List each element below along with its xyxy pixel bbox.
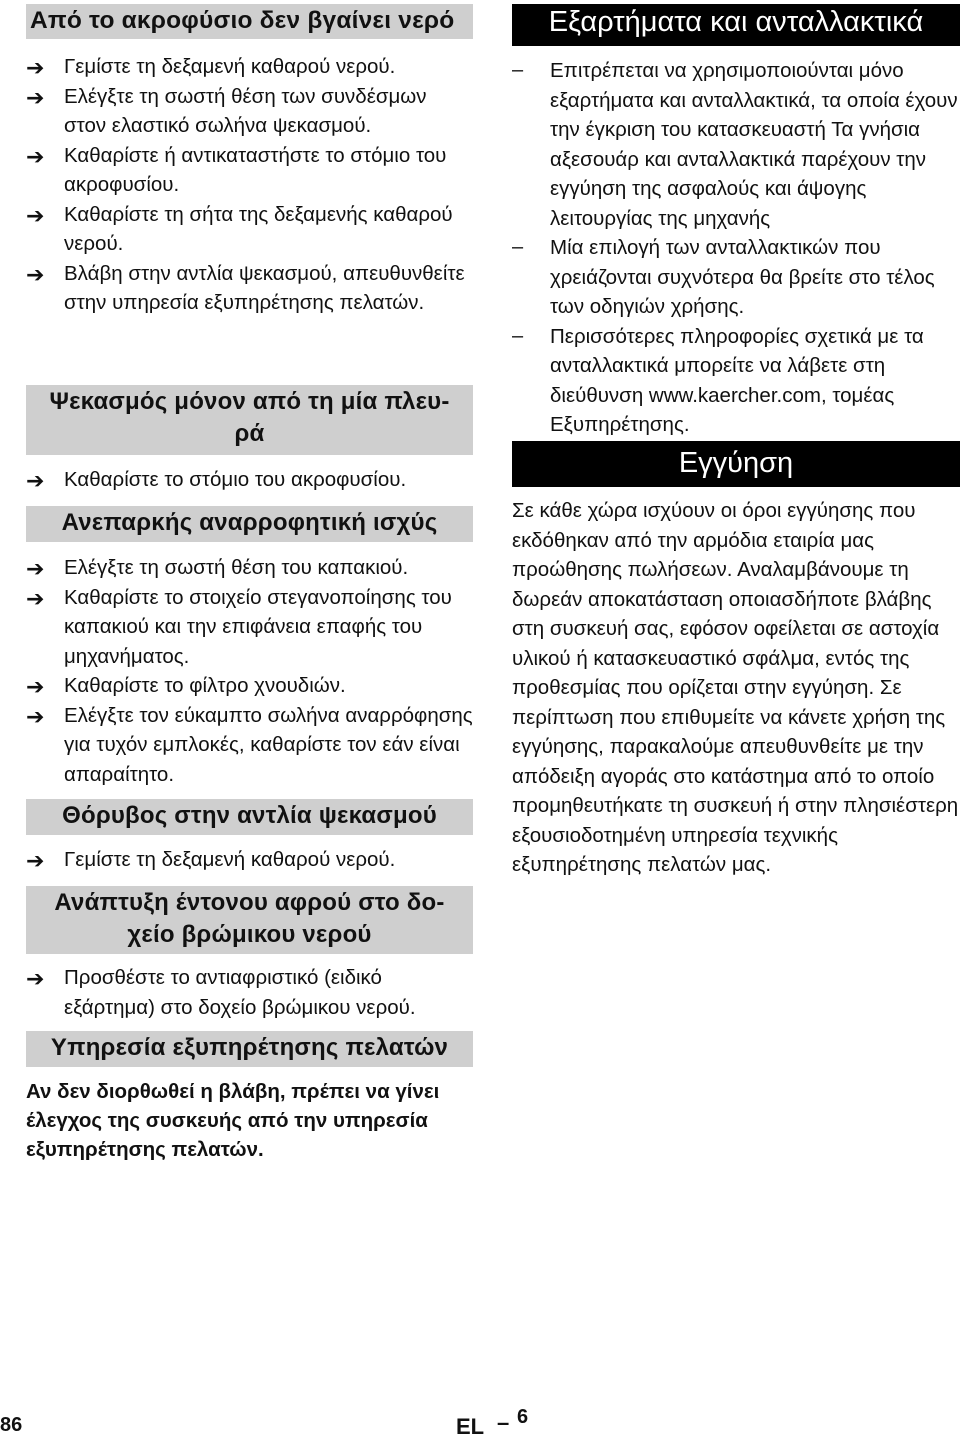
list-item: ➔ Βλάβη στην αντλία ψεκασμού, απευθυνθείτε στην υπηρεσία εξυπηρέτησης πελατών. (26, 261, 465, 314)
arrow-right-icon: ➔ (26, 674, 45, 699)
heading-text: Υπηρεσία εξυπηρέτησης πελατών (50, 1034, 449, 1061)
list-item: ➔ Καθαρίστε ή αντικαταστήστε το στόμιο του ακροφυσίου. (26, 143, 447, 196)
arrow-right-icon: ➔ (26, 848, 45, 873)
heading-customer-service (26, 1031, 473, 1067)
step-list-one-side (26, 465, 473, 495)
list-item: ➔ Ελέγξτε τη σωστή θέση του καπακιού. (26, 553, 473, 583)
arrow-right-icon: ➔ (26, 556, 45, 581)
arrow-right-icon: ➔ (26, 468, 45, 493)
list-item: ➔ Προσθέστε το αντιαφριστικό (ειδικό εξάρτημα) στο δοχείο βρώμικου νερού. (26, 966, 416, 1019)
customer-service-text: Αν δεν διορθωθεί η βλάβη, πρέπει να γίνει έλεγχος της συσκευής από την υπηρεσία εξυπηρέτησης πελατών. (26, 1080, 440, 1161)
heading-pump-noise (26, 799, 473, 835)
heading-no-water-from-nozzle (26, 4, 473, 39)
list-item: ➔ Καθαρίστε τη σήτα της δεξαμενής καθαρού νερού. (26, 202, 453, 255)
page-number: 86 (0, 1414, 23, 1436)
list-item: ➔ Γεμίστε τη δεξαμενή καθαρού νερού. (26, 845, 473, 875)
arrow-right-icon: ➔ (26, 261, 45, 287)
list-item: – Περισσότερες πληροφορίες σχετικά με τα ανταλλακτικά μπορείτε να λάβετε στη διεύθυνση www.kaercher.com, τομέας Εξυπηρέτησης. (512, 322, 960, 440)
sub-page-number: 6 (517, 1406, 529, 1428)
arrow-right-icon: ➔ (26, 84, 45, 110)
list-item: ➔ Ελέγξτε τη σωστή θέση των συνδέσμων στον ελαστικό σωλήνα ψεκασμού. (26, 84, 427, 137)
step-list-no-water (26, 52, 473, 318)
footer-separator: – (497, 1410, 510, 1435)
list-item: ➔ Γεμίστε τη δεξαμενή καθαρού νερού. (26, 52, 473, 82)
heading-text: Ανεπαρκής αναρροφητική ισχύς (61, 509, 438, 536)
heading-accessories-spare-parts (512, 4, 960, 46)
heading-warranty (512, 441, 960, 487)
arrow-right-icon: ➔ (26, 966, 45, 991)
heading-one-side-spray (26, 385, 473, 455)
arrow-right-icon: ➔ (26, 202, 45, 228)
heading-text: Εγγύηση (678, 447, 794, 479)
warranty-text: Σε κάθε χώρα ισχύουν οι όροι εγγύησης που εκδόθηκαν από την αρμόδια εταιρία μας προώθησης πωλήσεων. Αναλαμβάνουμε τη δωρεάν αποκατάσταση οποιασδήποτε βλάβης στη συσκευή σας, εφόσον οφείλεται σε αστοχία υλικού ή κατασκευαστικό σφάλμα, εντός της προθεσμίας που ορίζεται στην εγγύηση. Σε περίπτωση που επιθυμείτε να κάνετε χρήση της εγγύησης, παρακαλούμε απευθυνθείτε με την απόδειξη αγοράς στο κατάστημα από το οποίο προμηθευτήκατε τη συσκευή ή στην πλησιέστερη εξουσιοδοτημένη υπηρεσία τεχνικής εξυπηρέτησης πελατών μας. (512, 499, 959, 876)
list-item: ➔ Ελέγξτε τον εύκαμπτο σωλήνα αναρρόφησης για τυχόν εμπλοκές, καθαρίστε τον εάν είναι απαραίτητο. (26, 703, 473, 786)
list-item: ➔ Καθαρίστε το στοιχείο στεγανοποίησης του καπακιού και την επιφάνεια επαφής του μηχανήματος. (26, 585, 452, 668)
heading-insufficient-suction (26, 506, 473, 542)
heading-line: ρά (234, 420, 265, 447)
language-code: EL (456, 1414, 485, 1439)
dash-icon: – (512, 59, 524, 81)
dash-icon: – (512, 236, 524, 258)
heading-line: χείο βρώμικου νερού (127, 921, 372, 948)
spare-parts-list (512, 56, 960, 440)
heading-text: Από το ακροφύσιο δεν βγαίνει νερό (30, 7, 455, 34)
page-footer (0, 1406, 960, 1440)
heading-text: Εξαρτήματα και ανταλλακτικά (548, 6, 924, 38)
heading-heavy-foam (26, 886, 473, 954)
arrow-right-icon: ➔ (26, 143, 45, 169)
step-list-foam (26, 963, 473, 1022)
list-item: – Επιτρέπεται να χρησιμοποιούνται μόνο εξαρτήματα και ανταλλακτικά, τα οποία έχουν την έγκριση του κατασκευαστή Τα γνήσια αξεσουάρ και ανταλλακτικά παρέχουν την εγγύηση της ασφαλούς και άψογης λειτουργίας της μηχανής (512, 56, 960, 233)
heading-line: Ανάπτυξη έντονου αφρού στο δο- (54, 889, 445, 916)
dash-icon: – (512, 324, 524, 347)
list-item: – Μία επιλογή των ανταλλακτικών που χρειάζονται συχνότερα θα βρείτε στο τέλος των οδηγιών χρήσης. (512, 233, 960, 322)
list-item: ➔ Καθαρίστε το στόμιο του ακροφυσίου. (26, 465, 473, 495)
heading-text: Θόρυβος στην αντλία ψεκασμού (62, 802, 437, 829)
list-item: ➔ Καθαρίστε το φίλτρο χνουδιών. (26, 671, 473, 701)
step-list-pump-noise (26, 845, 473, 875)
step-list-suction (26, 553, 473, 789)
arrow-right-icon: ➔ (26, 55, 45, 80)
arrow-right-icon: ➔ (26, 585, 45, 611)
heading-line: Ψεκασμός μόνον από τη μία πλευ- (49, 388, 450, 415)
arrow-right-icon: ➔ (26, 703, 45, 729)
